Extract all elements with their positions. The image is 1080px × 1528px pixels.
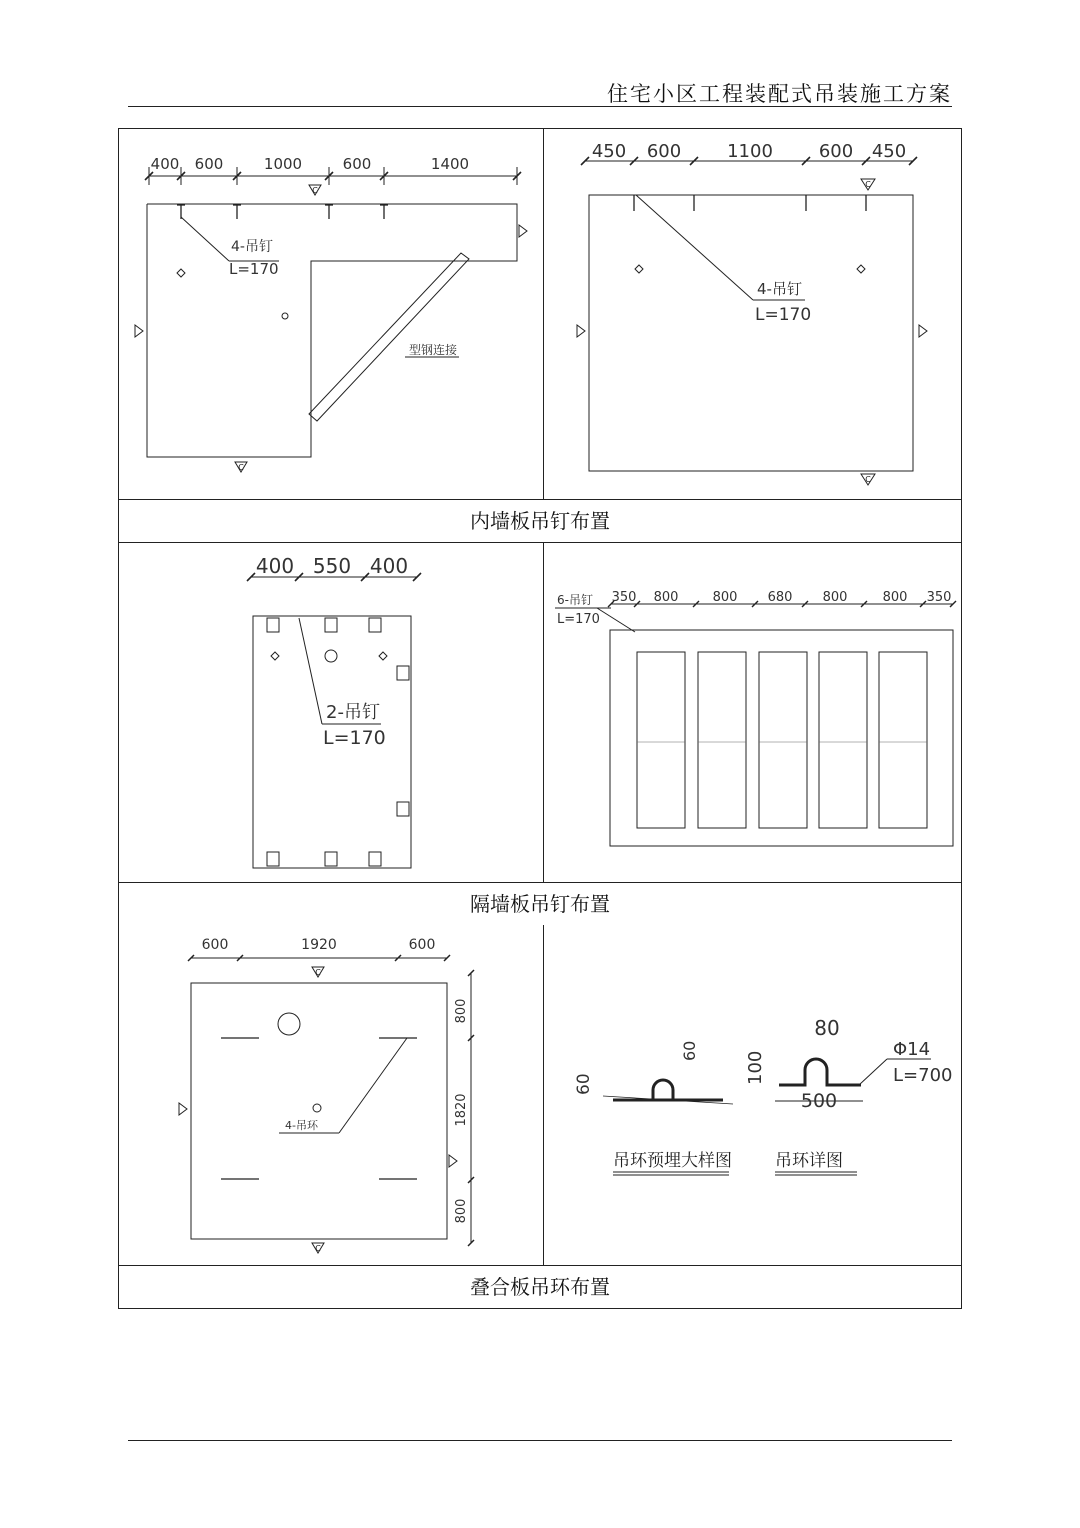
marker-c: C [315, 1244, 321, 1253]
note-text: 4-吊环 [285, 1119, 318, 1132]
dim-label: 350 [926, 590, 952, 605]
inner-wall-drawing-a [119, 129, 543, 499]
dim-label: 800 [712, 590, 738, 605]
dim-label: 680 [767, 590, 793, 605]
section-caption: 叠合板吊环布置 [119, 1265, 961, 1308]
dim-label: 350 [611, 590, 637, 605]
note-text: 6-吊钉 [557, 593, 593, 607]
note-text: 4-吊钉 [757, 280, 802, 298]
dim-label: 800 [822, 590, 848, 605]
dim-label: 600 [646, 141, 682, 162]
marker-c: C [238, 463, 244, 472]
header-rule [128, 106, 952, 107]
lifting-ring-detail [543, 925, 963, 1265]
dim-label: 60 [680, 1040, 699, 1061]
slab-drawing [119, 925, 543, 1265]
section-caption: 内墙板吊钉布置 [119, 499, 961, 542]
note-text: L=170 [229, 260, 279, 278]
dim-label: 100 [745, 1050, 766, 1085]
dim-label: 80 [814, 1016, 840, 1040]
detail-label: 吊环预埋大样图 [613, 1151, 732, 1171]
dim-label: 600 [408, 937, 436, 953]
partition-drawing-b [543, 542, 963, 882]
note-text: L=170 [557, 612, 600, 627]
dim-label: Φ14 [893, 1039, 931, 1060]
dim-label: 400 [255, 554, 295, 578]
dim-label: 1820 [454, 1093, 469, 1127]
dim-label: 800 [454, 1198, 469, 1224]
footer-rule [128, 1440, 952, 1441]
dim-label: 400 [369, 554, 409, 578]
marker-c: C [865, 475, 871, 484]
note-text: L=170 [323, 727, 386, 749]
note-text: 4-吊钉 [231, 239, 273, 255]
dim-label: 60 [574, 1073, 594, 1095]
section-caption: 隔墙板吊钉布置 [119, 882, 961, 925]
dim-label: 1100 [727, 141, 773, 162]
dim-label: 600 [342, 155, 372, 173]
dim-label: 1000 [263, 155, 303, 173]
dim-label: 800 [653, 590, 679, 605]
page-header-title: 住宅小区工程装配式吊装施工方案 [607, 82, 952, 106]
note-text: 2-吊钉 [326, 702, 380, 723]
note-text: L=170 [755, 305, 812, 325]
dim-label: 450 [591, 141, 627, 162]
marker-c: C [312, 186, 318, 195]
dim-label: 600 [194, 155, 224, 173]
dim-label: 1920 [301, 937, 337, 953]
partition-drawing-a [119, 542, 543, 882]
dim-label: 600 [201, 937, 229, 953]
dim-label: 500 [800, 1090, 838, 1112]
note-text: 型钢连接 [409, 343, 458, 357]
marker-c: C [865, 180, 871, 189]
dim-label: 400 [150, 155, 180, 173]
detail-label: 吊环详图 [775, 1151, 843, 1171]
dim-label: 800 [882, 590, 908, 605]
dim-label: 600 [818, 141, 854, 162]
inner-wall-drawing-b [543, 129, 963, 499]
dim-label: 450 [871, 141, 907, 162]
dim-label: L=700 [893, 1065, 953, 1086]
marker-c: C [315, 968, 321, 977]
dim-label: 550 [312, 554, 352, 578]
dim-label: 1400 [430, 155, 470, 173]
drawing-table [118, 128, 962, 1309]
dim-label: 800 [454, 998, 469, 1024]
